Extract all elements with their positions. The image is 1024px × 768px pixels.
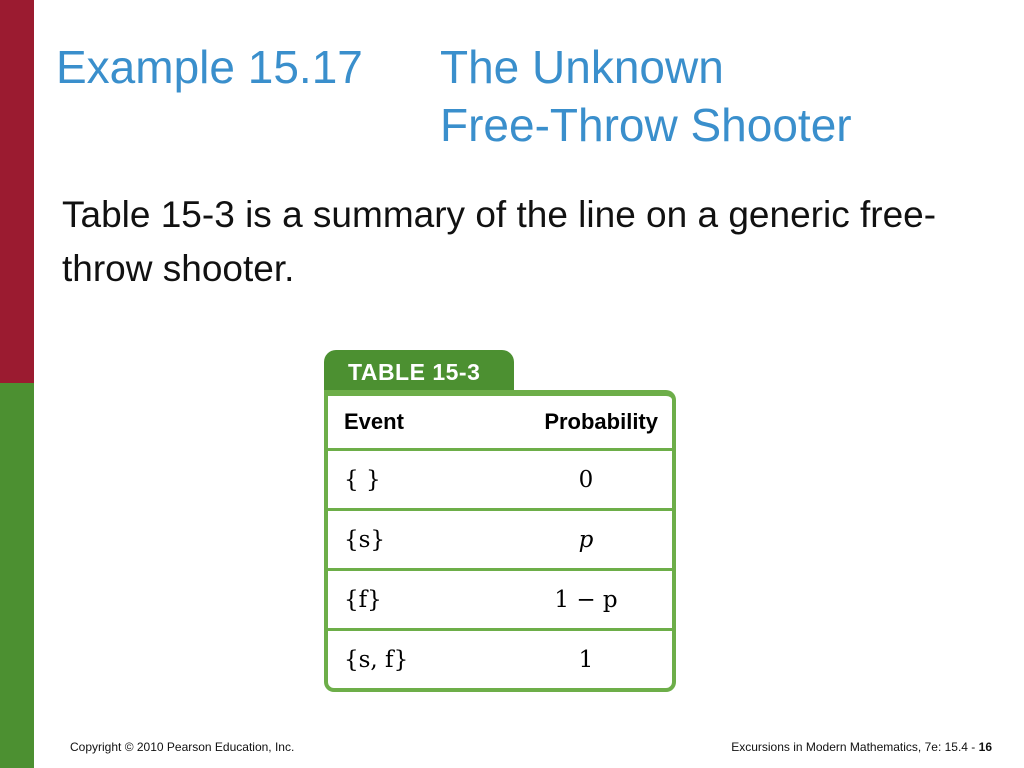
side-bar-green: [0, 383, 34, 768]
event-cell: {s}: [344, 526, 386, 553]
side-bar-red: [0, 0, 34, 383]
title-line-1: The Unknown: [440, 41, 724, 93]
probability-cell: 1: [578, 646, 594, 673]
event-cell: { }: [344, 466, 381, 493]
probability-cell: 0: [578, 466, 594, 493]
probability-table: [324, 350, 676, 692]
table-row: [328, 451, 672, 511]
slide-body-text: Table 15-3 is a summary of the line on a generic free-throw shooter.: [62, 194, 937, 289]
page-number: 16: [978, 740, 992, 754]
table-row: [328, 571, 672, 631]
header-event: Event: [344, 409, 404, 434]
table-caption: TABLE 15-3: [324, 350, 514, 394]
event-cell: {f}: [344, 586, 382, 613]
header-probability: Probability: [544, 409, 658, 434]
table-body: [324, 390, 676, 692]
probability-cell: 1 − p: [554, 586, 618, 613]
event-cell: {s, f}: [344, 646, 409, 673]
table-row: [328, 631, 672, 688]
footer-source: [731, 740, 992, 754]
footer-source-text: Excursions in Modern Mathematics, 7e: 15.4 -: [731, 740, 976, 754]
title-example-label: Example 15.17: [56, 41, 363, 93]
probability-cell: p: [578, 526, 594, 553]
table-header-row: [328, 396, 672, 451]
footer-copyright: Copyright © 2010 Pearson Education, Inc.: [70, 740, 295, 754]
title-line-2: Free-Throw Shooter: [440, 99, 852, 151]
table-row: [328, 511, 672, 571]
